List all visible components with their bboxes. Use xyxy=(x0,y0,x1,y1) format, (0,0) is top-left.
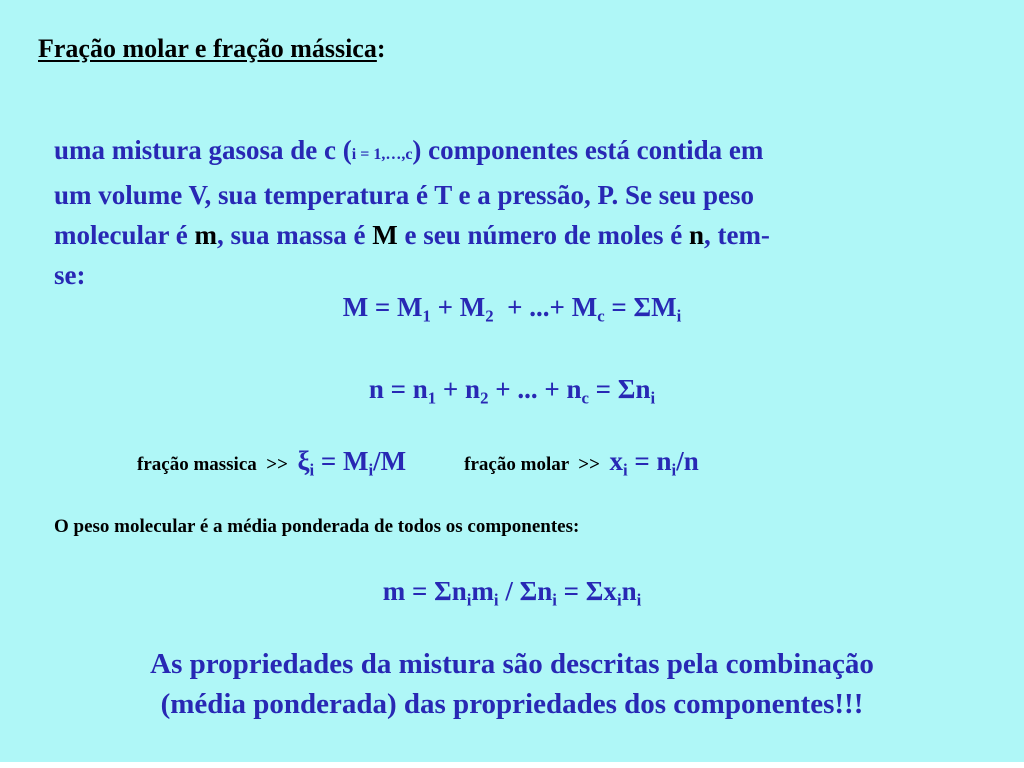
fraction-definitions xyxy=(137,446,699,480)
equation-term: ξ xyxy=(297,446,310,476)
intro-text: e seu número de moles é xyxy=(397,220,689,250)
equation-term: m = Σn xyxy=(382,576,467,606)
symbol-n: n xyxy=(688,220,704,250)
intro-line-4: se: xyxy=(54,260,86,290)
equation-subscript: c xyxy=(597,306,605,326)
equation-subscript: i xyxy=(493,590,499,610)
equation-term: /n xyxy=(676,446,699,476)
intro-text: , tem- xyxy=(703,220,770,250)
intro-line-3 xyxy=(54,215,984,255)
equation-term: = ΣM xyxy=(604,292,677,322)
equation-term: + ... + n xyxy=(488,374,582,404)
equation-term: + n xyxy=(436,374,481,404)
slide-title xyxy=(38,34,386,64)
equation-subscript: 1 xyxy=(422,306,431,326)
equation-subscript: c xyxy=(581,388,589,408)
equation-molecular-weight xyxy=(0,576,1024,610)
intro-line-1 xyxy=(54,130,984,175)
conclusion-text xyxy=(0,644,1024,724)
intro-text: ) componentes está contida em xyxy=(412,135,764,165)
mass-fraction-label: fração massica >> xyxy=(137,454,298,475)
slide-title-text: Fração molar e fração mássica xyxy=(38,34,377,63)
equation-subscript: i xyxy=(622,460,628,480)
intro-text: molecular é xyxy=(54,220,195,250)
equation-term: + ...+ M xyxy=(493,292,598,322)
equation-total-moles xyxy=(0,374,1024,408)
equation-term: = Σx xyxy=(556,576,617,606)
equation-term: x xyxy=(609,446,623,476)
equation-subscript: i xyxy=(676,306,682,326)
equation-term: = Σn xyxy=(588,374,651,404)
equation-subscript: i xyxy=(368,460,374,480)
slide-title-colon: : xyxy=(376,34,386,63)
equation-term: n = n xyxy=(368,374,428,404)
symbol-m: m xyxy=(194,220,217,250)
slide-bottom-edge xyxy=(0,762,1024,768)
equation-term: + M xyxy=(430,292,486,322)
equation-term: = M xyxy=(314,446,369,476)
intro-paragraph xyxy=(54,130,984,295)
equation-subscript: i xyxy=(466,590,472,610)
equation-term: / Σn xyxy=(498,576,553,606)
equation-subscript: i xyxy=(671,460,677,480)
molar-fraction-equation xyxy=(609,446,699,480)
equation-subscript: i xyxy=(309,460,315,480)
average-weight-text: O peso molecular é a média ponderada de todos os componentes: xyxy=(54,516,580,537)
equation-term: = n xyxy=(627,446,672,476)
equation-subscript: 2 xyxy=(480,388,489,408)
index-range: i = 1,…,c xyxy=(351,146,413,163)
equation-term: /M xyxy=(373,446,407,476)
symbol-M: M xyxy=(372,220,398,250)
conclusion-line-2: (média ponderada) das propriedades dos componentes!!! xyxy=(160,688,864,720)
equation-subscript: i xyxy=(636,590,642,610)
mass-fraction-equation xyxy=(297,446,407,480)
equation-subscript: i xyxy=(552,590,557,610)
intro-text: , sua massa é xyxy=(216,220,373,250)
conclusion-line-1: As propriedades da mistura são descritas pela combinação xyxy=(150,648,874,680)
equation-subscript: 1 xyxy=(427,388,437,408)
equation-term: n xyxy=(621,576,637,606)
intro-line-2: um volume V, sua temperatura é T e a pressão, P. Se seu peso xyxy=(54,180,755,210)
equation-subscript: i xyxy=(650,388,656,408)
equation-term: m xyxy=(471,576,494,606)
equation-subscript: 2 xyxy=(485,306,494,326)
equation-term: M = M xyxy=(342,292,423,322)
intro-text: uma mistura gasosa de c ( xyxy=(54,135,352,165)
equation-total-mass xyxy=(0,292,1024,326)
molar-fraction-label: fração molar >> xyxy=(464,454,610,475)
equation-subscript: i xyxy=(616,590,622,610)
